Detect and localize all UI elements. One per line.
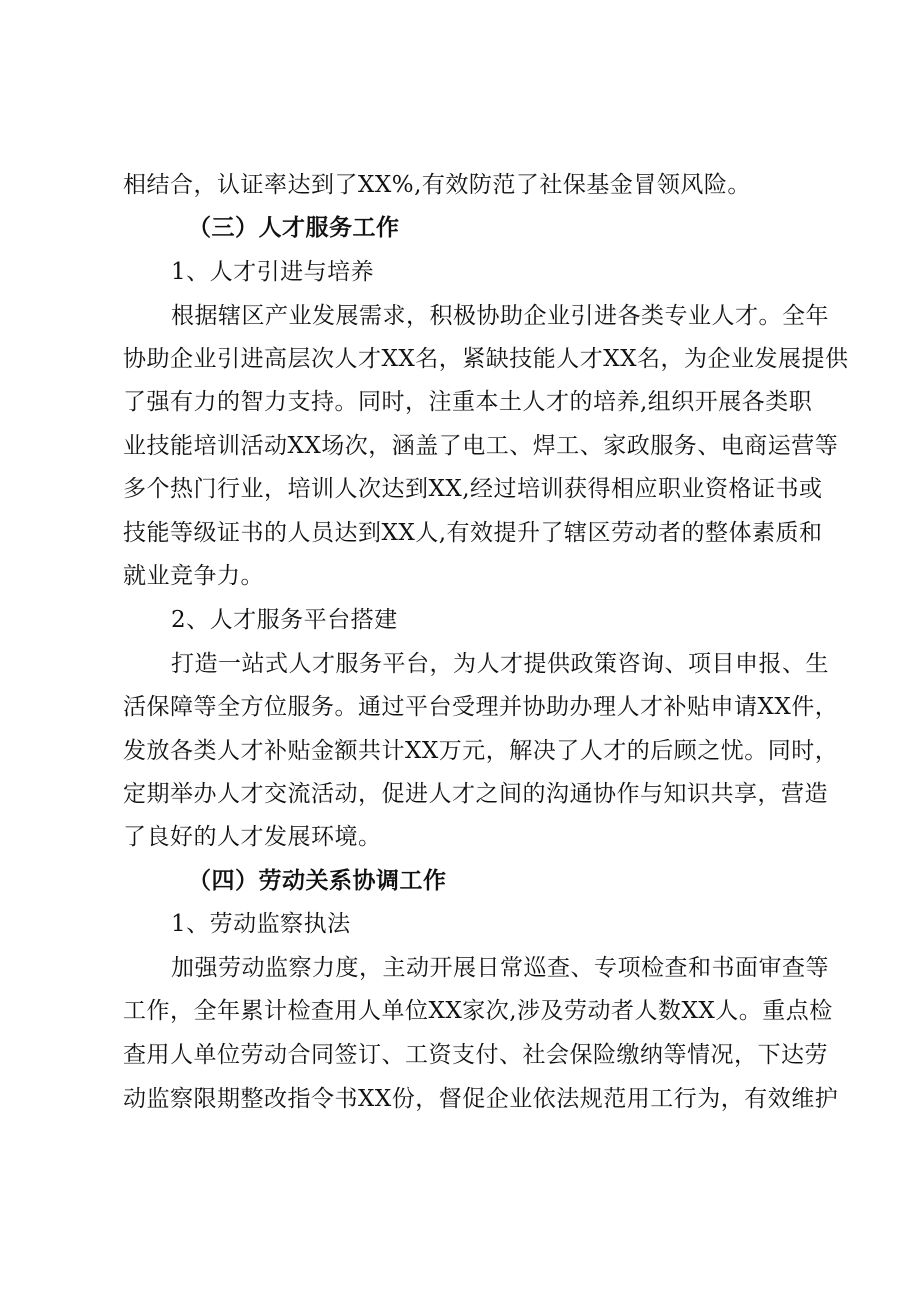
paragraph-line: 根据辖区产业发展需求，积极协助企业引进各类专业人才。全年 [171,303,829,329]
section-heading-talent-service: （三）人才服务工作 [188,215,400,241]
paragraph-line: 定期举办人才交流活动，促进人才之间的沟通协作与知识共享，营造 [123,781,828,807]
subheading-talent-platform: 2、人才服务平台搭建 [171,607,398,633]
paragraph-line: 活保障等全方位服务。通过平台受理并协助办理人才补贴申请XX件， [123,694,839,720]
paragraph-line: 发放各类人才补贴金额共计XX万元，解决了人才的后顾之忧。同时， [123,738,839,764]
paragraph-line: 协助企业引进高层次人才XX名，紧缺技能人才XX名，为企业发展提供 [123,346,849,372]
paragraph-line: 相结合，认证率达到了XX%,有效防范了社保基金冒领风险。 [123,172,751,198]
paragraph-line: 技能等级证书的人员达到XX人,有效提升了辖区劳动者的整体素质和 [123,520,823,546]
paragraph-line: 加强劳动监察力度，主动开展日常巡查、专项检查和书面审查等 [171,955,829,981]
paragraph-line: 业技能培训活动XX场次，涵盖了电工、焊工、家政服务、电商运营等 [123,433,839,459]
paragraph-line: 了强有力的智力支持。同时，注重本土人才的培养,组织开展各类职 [123,389,813,415]
paragraph-line: 了良好的人才发展环境。 [123,824,382,850]
paragraph-line: 多个热门行业，培训人次达到XX,经过培训获得相应职业资格证书或 [123,476,823,502]
subheading-talent-introduction: 1、人才引进与培养 [171,259,375,285]
paragraph-line: 工作，全年累计检查用人单位XX家次,涉及劳动者人数XX人。重点检 [123,998,833,1024]
subheading-labor-inspection: 1、劳动监察执法 [171,911,351,937]
paragraph-line: 就业竞争力。 [123,563,264,589]
paragraph-line: 动监察限期整改指令书XX份，督促企业依法规范用工行为，有效维护 [123,1086,839,1112]
paragraph-line: 查用人单位劳动合同签订、工资支付、社会保险缴纳等情况，下达劳 [123,1042,828,1068]
section-heading-labor-relations: （四）劳动关系协调工作 [188,868,447,894]
paragraph-line: 打造一站式人才服务平台，为人才提供政策咨询、项目申报、生 [171,651,829,677]
